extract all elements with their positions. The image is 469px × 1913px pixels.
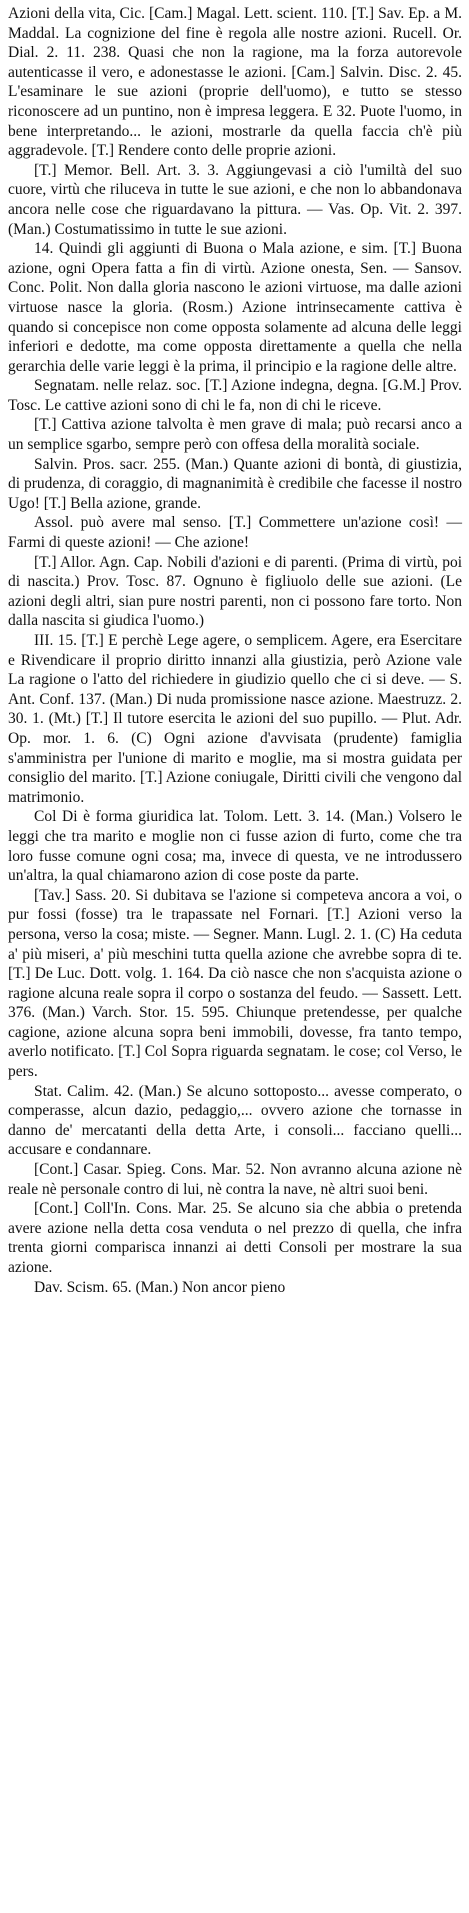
paragraph-continuation: Azioni della vita, Cic. [Cam.] Magal. Lett. scient. 110. [T.] Sav. Ep. a M. Maddal. La cognizione del fine è regola alle nostre azioni. Rucell. Or. Dial. 2. 11. 238. Quasi che non la ragione, ma la forza autorevole autenticasse il vero, e adonestasse le azioni. [Cam.] Salvin. Disc. 2. 45. L'esaminare le sue azioni (proprie dell'uomo), e tutto se stesso riconoscere ad un puntino, non è impresa leggera. E 32. Puote l'uomo, in bene interpretando... le azioni, mostrarle da quella faccia ch'è più aggradevole. [T.] Rendere conto delle proprie azioni.: [8, 5, 462, 160]
paragraph-stat-calim: Stat. Calim. 42. (Man.) Se alcuno sottoposto... avesse comperato, o comperasse, alcun dazio, pedaggio,... ovvero azione che tornasse in danno de' mercatanti della detta Arte, i consoli... facciano quelli... accusare e condannare.: [8, 1082, 462, 1159]
paragraph-dav-scism: Dav. Scism. 65. (Man.) Non ancor pieno: [34, 1278, 286, 1296]
paragraph-salvin-pros: Salvin. Pros. sacr. 255. (Man.) Quante azioni di bontà, di giustizia, di prudenza, di coraggio, di magnanimità è credibile che facesse il nostro Ugo! [T.] Bella azione, grande.: [8, 455, 462, 512]
paragraph-coll-in: [Cont.] Coll'In. Cons. Mar. 25. Se alcuno sia che abbia o pretenda avere azione nella detta cosa venduta o nel prezzo di quella, che infra trenta giorni comparisca innanzi ai detti Consoli per mostrare la sua azione.: [8, 1200, 462, 1276]
paragraph-col-di: Col Di è forma giuridica lat. Tolom. Lett. 3. 14. (Man.) Volsero le leggi che tra marito e moglie non ci fusse azion di furto, come che tra loro fusse comune ogni cosa; ma, invece di questa, ve ne introdussero un'altra, la qual chiamarono azion di cose poste da parte.: [8, 808, 462, 885]
paragraph-casar-spieg: [Cont.] Casar. Spieg. Cons. Mar. 52. Non avranno alcuna azione nè reale nè personale contro di lui, nè contra la nave, nè altri suoi beni.: [8, 1161, 462, 1198]
paragraph-assol: Assol. può avere mal senso. [T.] Commettere un'azione così! — Farmi di queste azioni! — Che azione!: [8, 514, 462, 552]
paragraph-cattiva-azione: [T.] Cattiva azione talvolta è men grave di mala; può recarsi anco a un semplice sgarbo, sempre però con offesa della moralità sociale.: [8, 416, 462, 454]
paragraph-section-III-15: III. 15. [T.] E perchè Lege agere, o semplicem. Agere, era Esercitare e Rivendicare il proprio diritto innanzi alla giustizia, però Azione vale La ragione o l'atto del richiedere in giudizio quello che ci si deve. — S. Ant. Conf. 137. (Man.) Di nuda promissione nasce azione. Maestruzz. 2. 30. 1. (Mt.) [T.] Il tutore esercita le azioni del suo pupillo. — Plut. Adr. Op. mor. 1. 6. (C) Ogni azione d'avvisata (prudente) famiglia s'amministra per l'unione di marito e moglie, ma si mostra guidata per consiglio del marito. [T.] Azione coniugale, Diritti civili che vengono dal matrimonio.: [8, 632, 462, 806]
paragraph-tav-sass: [Tav.] Sass. 20. Si dubitava se l'azione si competeva ancora a voi, o pur fossi (fosse) tra le trapassate nel Fornari. [T.] Azioni verso la persona, verso la cosa; miste. — Segner. Mann. Lugl. 2. 1. (C) Ha ceduta a' più miseri, a' più meschini tutta quella azione che avrebbe sopra di te. [T.] De Luc. Dott. volg. 1. 164. Da ciò nasce che non s'acquista azione o ragione alcuna reale sopra il corpo o sostanza del feudo. — Sassett. Lett. 376. (Man.) Varch. Stor. 15. 595. Chiunque pretendesse, per qualche cagione, azione alcuna sopra beni immobili, dovesse, fra tanto tempo, averlo notificato. [T.] Col Sopra riguarda segnatam. le cose; col Verso, le pers.: [8, 886, 462, 1081]
paragraph-memor-bell-art: [T.] Memor. Bell. Art. 3. 3. Aggiungevasi a ciò l'umiltà del suo cuore, virtù che riluceva in tutte le sue azioni, e che non lo abbandonava ancora nelle cose che riguardavano la pittura. — Vas. Op. Vit. 2. 397. (Man.) Costumatissimo in tutte le sue azioni.: [8, 161, 462, 238]
paragraph-allor-agn: [T.] Allor. Agn. Cap. Nobili d'azioni e di parenti. (Prima di virtù, poi di nascita.) Prov. Tosc. 87. Ognuno è figliuolo delle sue azioni. (Le azioni degli altri, sian pure nostri parenti, non ci possono fare torto. Non dalla nascita si giudica l'uomo.): [8, 553, 462, 630]
paragraph-segnatam: Segnatam. nelle relaz. soc. [T.] Azione indegna, degna. [G.M.] Prov. Tosc. Le cattive azioni sono di chi le fa, non di chi le riceve.: [8, 377, 462, 414]
paragraph-section-14: 14. Quindi gli aggiunti di Buona o Mala azione, e sim. [T.] Buona azione, ogni Opera fatta a fin di virtù. Azione onesta, Sen. — Sansov. Conc. Polit. Non dalla gloria nascono le azioni virtuose, ma dalle azioni virtuose nasce la gloria. (Rosm.) Azione intrinsecamente cattiva è quando si concepisce non come opposta solamente ad alcuna delle leggi inferiori e dedotte, ma come opposta direttamente a quella che nella gerarchia delle varie leggi è la prima, il principio e la ragione delle altre.: [8, 240, 462, 375]
